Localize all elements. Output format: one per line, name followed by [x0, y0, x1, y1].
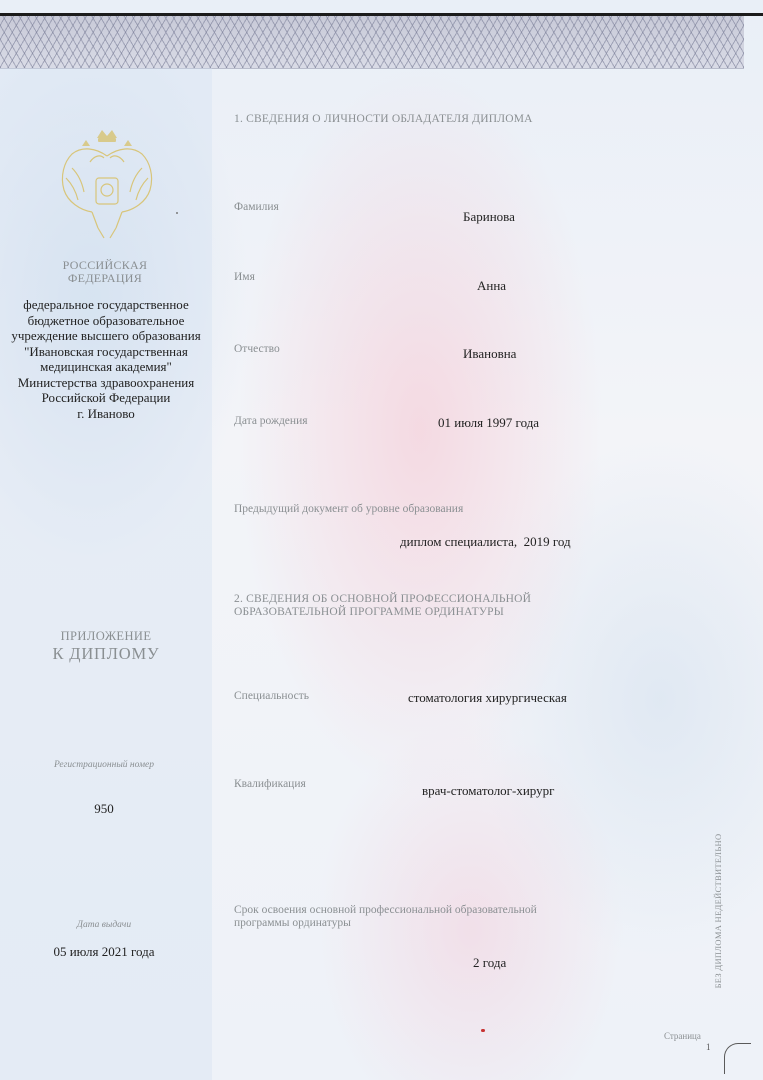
birth-date-value: 01 июля 1997 года — [438, 415, 540, 430]
specialty-label: Специальность — [234, 690, 309, 702]
page-corner-mark — [724, 1043, 751, 1074]
qualification-label: Квалификация — [234, 778, 306, 790]
surname-label: Фамилия — [234, 201, 279, 213]
country-name: РОССИЙСКАЯ ФЕДЕРАЦИЯ — [62, 258, 148, 285]
institution-name: федеральное государственное бюджетное образовательное учреждение высшего образования "Ивановская государственная медицинская академия" Министерства здравоохранения Российской Федерации — [11, 297, 201, 405]
specialty-value: стоматология хирургическая — [408, 690, 567, 705]
speck — [176, 212, 178, 214]
program-duration-value: 2 года — [473, 955, 507, 970]
surname-value: Баринова — [463, 209, 515, 224]
issue-date-label: Дата выдачи — [76, 920, 132, 930]
first-name-value: Анна — [477, 278, 507, 293]
validity-note-text: БЕЗ ДИПЛОМА НЕДЕЙСТВИТЕЛЬНО — [712, 833, 723, 988]
previous-document-value: диплом специалиста, 2019 год — [400, 534, 571, 549]
qualification-value: врач-стоматолог-хирург — [422, 783, 555, 798]
red-speck — [481, 1029, 485, 1032]
annex-subtitle: К ДИПЛОМУ — [52, 644, 160, 663]
issue-date: 05 июля 2021 года — [53, 944, 155, 959]
page-number: 1 — [706, 1042, 711, 1052]
program-duration-label: Срок освоения основной профессиональной образовательной программы ординатуры — [234, 904, 537, 929]
previous-document-label: Предыдущий документ об уровне образования — [234, 503, 464, 515]
guilloche-border — [0, 16, 744, 69]
registration-number: 950 — [94, 801, 114, 816]
section-1-title: 1. СВЕДЕНИЯ О ЛИЧНОСТИ ОБЛАДАТЕЛЯ ДИПЛОМА — [234, 113, 533, 125]
institution-block — [6, 297, 206, 421]
registration-number-label: Регистрационный номер — [53, 760, 155, 770]
institution-city: г. Иваново — [77, 405, 135, 421]
first-name-label: Имя — [234, 271, 255, 283]
section-2-title: 2. СВЕДЕНИЯ ОБ ОСНОВНОЙ ПРОФЕССИОНАЛЬНОЙ ОБРАЗОВАТЕЛЬНОЙ ПРОГРАММЕ ОРДИНАТУРЫ — [234, 593, 532, 618]
validity-note — [710, 823, 725, 998]
patronymic-label: Отчество — [234, 343, 280, 355]
coat-of-arms-icon — [52, 128, 162, 243]
page-label: Страница — [664, 1031, 701, 1041]
birth-date-label: Дата рождения — [234, 415, 308, 427]
annex-title: ПРИЛОЖЕНИЕ — [60, 629, 152, 643]
patronymic-value: Ивановна — [463, 346, 517, 361]
